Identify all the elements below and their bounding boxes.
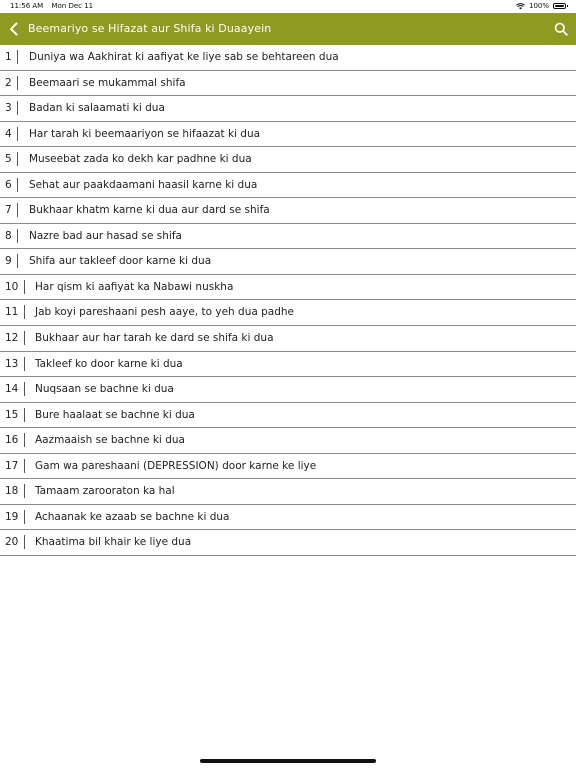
item-number: 14 xyxy=(5,383,19,396)
list-item[interactable] xyxy=(0,505,576,531)
status-date: Mon Dec 11 xyxy=(51,2,94,10)
item-number: 17 xyxy=(5,459,19,472)
item-number: 19 xyxy=(5,510,19,523)
chevron-left-icon xyxy=(9,22,19,36)
item-label: Jab koyi pareshaani pesh aaye, to yeh dua padhe xyxy=(35,306,295,319)
item-label: Tamaam zarooraton ka hal xyxy=(35,485,175,498)
item-separator xyxy=(24,484,25,498)
item-number: 11 xyxy=(5,306,19,319)
item-separator xyxy=(24,382,25,396)
item-label: Sehat aur paakdaamani haasil karne ki dua xyxy=(29,178,258,191)
item-number: 16 xyxy=(5,434,19,447)
item-label: Khaatima bil khair ke liye dua xyxy=(35,536,192,549)
list-item[interactable] xyxy=(0,300,576,326)
item-label: Bukhaar aur har tarah ke dard se shifa ki dua xyxy=(35,332,274,345)
item-number: 13 xyxy=(5,357,19,370)
item-label: Shifa aur takleef door karne ki dua xyxy=(29,255,212,268)
item-label: Aazmaaish se bachne ki dua xyxy=(35,434,185,447)
list-item[interactable] xyxy=(0,352,576,378)
item-separator xyxy=(17,127,18,141)
item-number: 3 xyxy=(5,102,12,115)
status-left xyxy=(10,2,93,10)
item-separator xyxy=(24,433,25,447)
item-separator xyxy=(24,408,25,422)
item-separator xyxy=(17,178,18,192)
item-separator xyxy=(17,76,18,90)
item-label: Bukhaar khatm karne ki dua aur dard se shifa xyxy=(29,204,270,217)
list-item[interactable] xyxy=(0,224,576,250)
list-item[interactable] xyxy=(0,122,576,148)
list-item[interactable] xyxy=(0,403,576,429)
item-label: Gam wa pareshaani (DEPRESSION) door karne ke liye xyxy=(35,459,317,472)
item-number: 6 xyxy=(5,178,12,191)
item-label: Nazre bad aur hasad se shifa xyxy=(29,229,182,242)
status-right xyxy=(516,2,566,10)
list-item[interactable] xyxy=(0,198,576,224)
item-label: Nuqsaan se bachne ki dua xyxy=(35,383,174,396)
item-label: Bure haalaat se bachne ki dua xyxy=(35,408,195,421)
item-separator xyxy=(24,305,25,319)
item-separator xyxy=(24,331,25,345)
back-button[interactable] xyxy=(6,20,22,38)
item-label: Har tarah ki beemaariyon se hifaazat ki dua xyxy=(29,127,261,140)
item-number: 1 xyxy=(5,51,12,63)
item-number: 12 xyxy=(5,332,19,345)
list-item[interactable] xyxy=(0,530,576,556)
list-item[interactable] xyxy=(0,275,576,301)
wifi-icon xyxy=(516,3,525,10)
status-time: 11:56 AM xyxy=(10,2,44,10)
list-item[interactable] xyxy=(0,377,576,403)
item-number: 7 xyxy=(5,204,12,217)
item-label: Har qism ki aafiyat ka Nabawi nuskha xyxy=(35,280,234,293)
list-item[interactable] xyxy=(0,71,576,97)
list-item[interactable] xyxy=(0,479,576,505)
item-separator xyxy=(17,101,18,115)
list-item[interactable] xyxy=(0,454,576,480)
item-separator xyxy=(17,203,18,217)
item-number: 10 xyxy=(5,280,19,293)
item-number: 2 xyxy=(5,76,12,89)
item-separator xyxy=(17,254,18,268)
search-button[interactable] xyxy=(552,20,570,38)
status-bar xyxy=(0,0,576,13)
dua-list xyxy=(0,45,576,556)
item-label: Badan ki salaamati ki dua xyxy=(29,102,165,115)
item-separator xyxy=(24,280,25,294)
navigation-bar xyxy=(0,13,576,45)
page-title: Beemariyo se Hifazat aur Shifa ki Duaayein xyxy=(28,22,272,35)
item-number: 5 xyxy=(5,153,12,166)
list-item[interactable] xyxy=(0,147,576,173)
item-label: Beemaari se mukammal shifa xyxy=(29,76,186,89)
list-item[interactable] xyxy=(0,326,576,352)
search-icon xyxy=(554,22,568,36)
list-item[interactable] xyxy=(0,96,576,122)
list-item[interactable] xyxy=(0,173,576,199)
item-separator xyxy=(24,510,25,524)
item-separator xyxy=(24,535,25,549)
item-number: 4 xyxy=(5,127,12,140)
list-item[interactable] xyxy=(0,249,576,275)
item-label: Duniya wa Aakhirat ki aafiyat ke liye sab se behtareen dua xyxy=(29,51,339,63)
item-separator xyxy=(17,50,18,64)
item-separator xyxy=(24,357,25,371)
item-number: 15 xyxy=(5,408,19,421)
home-indicator[interactable] xyxy=(200,759,376,763)
item-label: Achaanak ke azaab se bachne ki dua xyxy=(35,510,230,523)
battery-percent: 100% xyxy=(528,2,549,10)
item-number: 9 xyxy=(5,255,12,268)
item-separator xyxy=(24,459,25,473)
item-separator xyxy=(17,229,18,243)
item-label: Museebat zada ko dekh kar padhne ki dua xyxy=(29,153,252,166)
item-number: 20 xyxy=(5,536,19,549)
item-number: 18 xyxy=(5,485,19,498)
list-item[interactable] xyxy=(0,428,576,454)
list-item[interactable] xyxy=(0,45,576,71)
item-separator xyxy=(17,152,18,166)
item-label: Takleef ko door karne ki dua xyxy=(35,357,183,370)
battery-icon xyxy=(553,3,566,9)
item-number: 8 xyxy=(5,229,12,242)
